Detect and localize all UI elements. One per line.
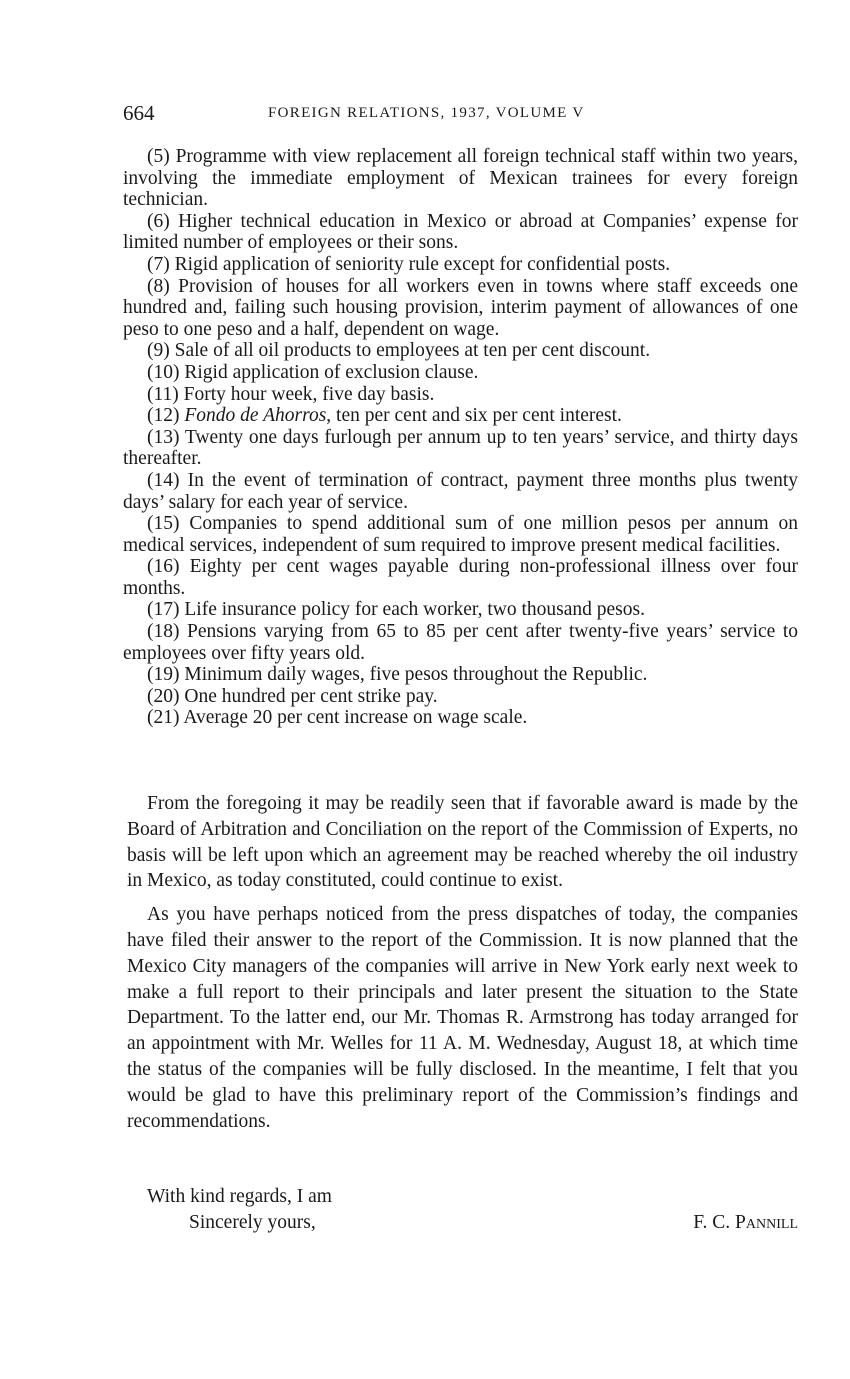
list-item xyxy=(123,513,798,556)
item-number: (7) xyxy=(147,253,170,275)
paragraph: As you have perhaps noticed from the press dispatches of today, the companies have filed their answer to the report of the Commission. It is now planned that the Mexico City managers of the companies will arrive in New York early next week to make a full report to their principals and later present the situation to the State Department. To the latter end, our Mr. Thomas R. Armstrong has today arranged for an appointment with Mr. Welles for 11 A. M. Wednesday, August 18, at which time the status of the companies will be fully disclosed. In the meantime, I felt that you would be glad to have this preliminary report of the Commission’s findings and recommendations. xyxy=(127,904,798,1132)
item-text: Higher technical education in Mexico or abroad at Companies’ expense for limited number of employees or their sons. xyxy=(123,210,799,254)
item-number: (14) xyxy=(147,469,180,491)
item-number: (8) xyxy=(147,275,170,297)
item-number: (15) xyxy=(147,513,180,535)
item-number: (9) xyxy=(147,340,170,362)
list-item xyxy=(123,211,798,254)
item-number: (17) xyxy=(147,599,180,621)
item-number: (20) xyxy=(147,685,180,707)
item-text: Twenty one days furlough per annum up to ten years’ service, and thirty days thereafter. xyxy=(123,426,798,470)
complimentary-close: Sincerely yours, xyxy=(189,1211,316,1233)
list-item xyxy=(123,664,798,686)
list-item xyxy=(123,362,798,384)
item-text: Programme with view replacement all foreign technical staff within two years, involving the immediate employment of Mexican trainees for every foreign technician. xyxy=(123,146,798,211)
body-text xyxy=(127,791,798,1142)
list-item xyxy=(123,340,798,362)
running-head: FOREIGN RELATIONS, 1937, VOLUME V xyxy=(268,105,585,121)
page-header xyxy=(123,101,798,127)
item-number: (19) xyxy=(147,664,180,686)
item-text: Companies to spend additional sum of one million pesos per annum on medical services, independent of sum required to improve present medical facilities. xyxy=(123,513,798,556)
list-item xyxy=(123,599,798,621)
item-number: (12) xyxy=(147,405,180,427)
item-text: Sale of all oil products to employees at ten per cent discount. xyxy=(174,340,651,362)
item-text: Eighty per cent wages payable during non-professional illness over four months. xyxy=(123,556,798,599)
demands-list xyxy=(123,146,798,729)
list-item xyxy=(123,276,798,341)
item-number: (5) xyxy=(147,146,170,167)
signature: F. C. Pannill xyxy=(693,1211,798,1233)
item-number: (16) xyxy=(147,556,180,578)
list-item xyxy=(123,254,798,276)
list-item xyxy=(123,556,798,599)
item-number: (21) xyxy=(147,707,180,729)
closing-regards: With kind regards, I am xyxy=(147,1186,332,1207)
item-number: (13) xyxy=(147,426,180,448)
signature-row xyxy=(127,1212,798,1240)
item-text: Minimum daily wages, five pesos throughout the Republic. xyxy=(184,664,648,686)
item-text: Provision of houses for all workers even in towns where staff exceeds one hundred and, failing such housing provision, interim payment of allowances of one peso to one peso and a half, dependent on wage. xyxy=(123,275,799,340)
list-item xyxy=(123,470,798,513)
list-item xyxy=(123,707,798,729)
item-text: One hundred per cent strike pay. xyxy=(184,685,438,707)
item-italic-term: Fondo de Ahorros xyxy=(184,405,327,427)
item-number: (11) xyxy=(147,383,179,405)
item-text: Average 20 per cent increase on wage scale. xyxy=(183,707,528,729)
item-number: (6) xyxy=(147,210,170,232)
item-text: Rigid application of exclusion clause. xyxy=(184,361,479,383)
item-text: In the event of termination of contract, payment three months plus twenty days’ salary for each year of service. xyxy=(123,469,799,513)
list-item xyxy=(123,621,798,664)
item-text: Life insurance policy for each worker, two thousand pesos. xyxy=(184,599,645,621)
item-number: (18) xyxy=(147,621,180,643)
paragraph: From the foregoing it may be readily seen that if favorable award is made by the Board of Arbitration and Conciliation on the report of the Commission of Experts, no basis will be left upon which an agreement may be reached whereby the oil industry in Mexico, as today constituted, could continue to exist. xyxy=(127,793,798,892)
item-text: Pensions varying from 65 to 85 per cent after twenty-five years’ service to employees over fifty years old. xyxy=(123,621,799,664)
item-number: (10) xyxy=(147,361,180,383)
letter-closing xyxy=(127,1184,798,1240)
list-item xyxy=(123,146,798,211)
item-text: , ten per cent and six per cent interest. xyxy=(326,405,622,427)
list-item xyxy=(123,686,798,708)
page-number: 664 xyxy=(123,101,155,125)
list-item xyxy=(123,427,798,470)
list-item xyxy=(123,405,798,427)
item-text: Rigid application of seniority rule except for confidential posts. xyxy=(174,253,671,275)
list-item xyxy=(123,384,798,406)
item-text: Forty hour week, five day basis. xyxy=(183,383,435,405)
